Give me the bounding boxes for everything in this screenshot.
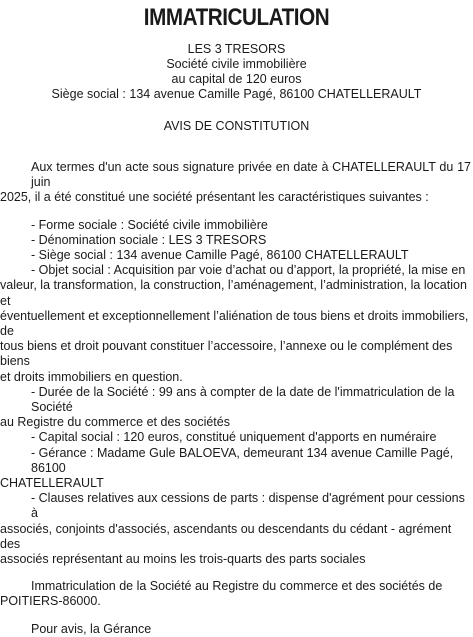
company-capital: au capital de 120 euros [171,72,302,86]
item-siege: - Siège social : 134 avenue Camille Pagé, 86100 CHATELLERAULT [31,248,409,263]
company-seat: Siège social : 134 avenue Camille Pagé, 86100 CHATELLERAULT [51,87,422,101]
item-denomination: - Dénomination sociale : LES 3 TRESORS [31,232,267,247]
company-name: LES 3 TRESORS [187,42,286,56]
registration-line-1: Immatriculation de la Société au Registre du commerce et des sociétés de [31,579,443,594]
item-gerance-line-2: CHATELLERAULT [0,476,104,491]
item-forme: - Forme sociale : Société civile immobilière [31,217,268,232]
item-duree-line-1: - Durée de la Société : 99 ans à compter de la date de l'immatriculation de la Société [31,384,455,415]
item-capital: - Capital social : 120 euros, constitué uniquement d'apports en numéraire [31,430,437,445]
item-clauses-line-1: - Clauses relatives aux cessions de parts : dispense d'agrément pour cessions à [31,491,465,521]
item-duree-line-2: au Registre du commerce et des sociétés [0,415,230,430]
intro-line-1: Aux termes d'un acte sous signature privée en date à CHATELLERAULT du 17 juin [31,160,471,190]
item-objet-line-4: tous biens et droit pouvant constituer l’accessoire, l’annexe ou le complément des biens [0,339,453,369]
item-objet-line-2: valeur, la transformation, la construction, l’aménagement, l’administration, la location et [0,278,467,308]
signature: Pour avis, la Gérance [31,621,152,636]
notice-body [0,160,471,637]
item-clauses-line-3: associés représentant au moins les trois-quarts des parts sociales [0,552,366,567]
company-form: Société civile immobilière [166,57,307,71]
item-objet-line-1: - Objet social : Acquisition par voie d’achat ou d’apport, la propriété, la mise en [31,263,466,278]
notice-heading: AVIS DE CONSTITUTION [163,119,310,133]
notice-title: IMMATRICULATION [143,4,330,31]
company-header [0,42,473,102]
item-objet-line-5: et droits immobiliers en question. [0,369,183,384]
item-clauses-line-2: associés, conjoints d'associés, ascendants ou descendants du cédant - agrément des [0,521,452,551]
intro-line-2: 2025, il a été constitué une société présentant les caractéristiques suivantes : [0,190,429,205]
item-objet-line-3: éventuellement et exceptionnellement l’aliénation de tous biens et droits immobiliers, de [0,308,469,339]
registration-line-2: POITIERS-86000. [0,594,101,609]
item-gerance-line-1: - Gérance : Madame Gule BALOEVA, demeurant 134 avenue Camille Pagé, 86100 [31,445,454,475]
